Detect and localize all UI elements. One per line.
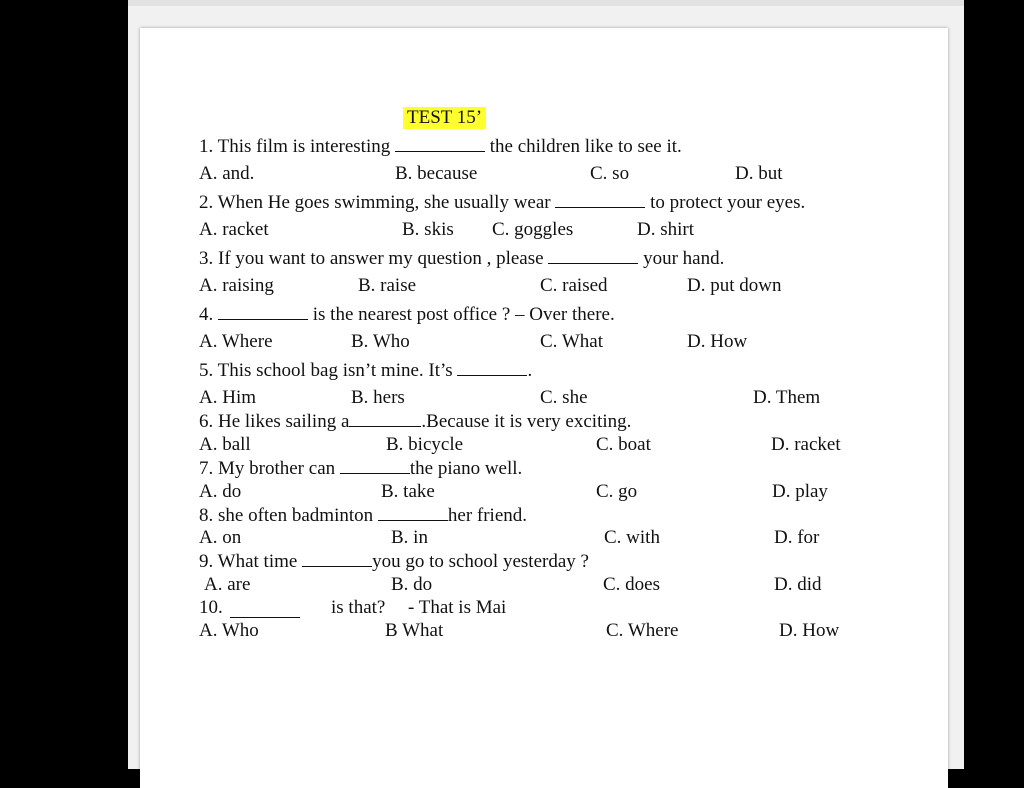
question-1 [199,135,682,158]
answer-blank [349,410,421,427]
q5-option-a: A. Him [199,387,256,408]
question-3-text-end: your hand. [643,248,725,269]
test-title: TEST 15’ [403,107,486,129]
document-page [140,28,948,788]
q8-option-d: D. for [774,527,820,548]
q3-option-b: B. raise [358,275,417,296]
question-6-text-start: 6. He likes sailing a [199,411,350,432]
q7-option-a: A. do [199,481,242,502]
q1-option-d: D. but [735,163,783,184]
question-4-text-end: is the nearest post office ? – Over there. [312,304,615,325]
viewer-toolbar [128,0,964,6]
document-viewer [128,0,964,769]
q9-option-d: D. did [774,574,822,595]
question-2 [199,191,805,214]
question-10-number: 10. [199,597,223,618]
question-8 [199,504,527,527]
question-3 [199,247,724,270]
answer-blank [555,191,645,208]
question-1-text-start: 1. This film is interesting [199,136,391,157]
q5-option-d: D. Them [753,387,821,408]
q1-option-c: C. so [590,163,630,184]
question-9-text-end: you go to school yesterday ? [372,551,589,572]
q8-option-c: C. with [604,527,660,548]
question-10-answer: - That is Mai [408,597,507,618]
question-2-text-end: to protect your eyes. [650,192,806,213]
q2-option-a: A. racket [199,219,269,240]
question-8-text-start: 8. she often badminton [199,505,374,526]
question-9-text-start: 9. What time [199,551,298,572]
q6-option-a: A. ball [199,434,251,455]
q6-option-c: C. boat [596,434,651,455]
question-5-text-end: . [527,360,533,381]
question-7 [199,457,522,480]
q2-option-c: C. goggles [492,219,574,240]
answer-blank [548,247,638,264]
q3-option-c: C. raised [540,275,608,296]
q2-option-d: D. shirt [637,219,694,240]
question-3-text-start: 3. If you want to answer my question , please [199,248,544,269]
q3-option-d: D. put down [687,275,782,296]
q10-option-a: A. Who [199,620,259,641]
q10-option-c: C. Where [606,620,679,641]
q7-option-d: D. play [772,481,828,502]
q8-option-a: A. on [199,527,242,548]
q4-option-c: C. What [540,331,603,352]
answer-blank [340,457,410,474]
q7-option-b: B. take [381,481,435,502]
q5-option-c: C. she [540,387,588,408]
q3-option-a: A. raising [199,275,274,296]
q2-option-b: B. skis [402,219,454,240]
question-5 [199,359,532,382]
q6-option-b: B. bicycle [386,434,464,455]
q4-option-d: D. How [687,331,748,352]
q10-option-d: D. How [779,620,840,641]
question-4 [199,303,615,326]
answer-blank [230,601,300,618]
q9-option-b: B. do [391,574,433,595]
q1-option-a: A. and. [199,163,255,184]
q4-option-a: A. Where [199,331,273,352]
q7-option-c: C. go [596,481,638,502]
question-1-text-end: the children like to see it. [489,136,682,157]
q1-option-b: B. because [395,163,478,184]
answer-blank [302,550,372,567]
answer-blank [457,359,527,376]
question-8-text-end: her friend. [447,505,528,526]
question-6 [199,410,631,433]
q9-option-c: C. does [603,574,660,595]
q10-option-b: B What [385,620,444,641]
answer-blank [395,135,485,152]
question-6-text-end: .Because it is very exciting. [421,411,632,432]
question-5-text-start: 5. This school bag isn’t mine. It’s [199,360,453,381]
question-7-text-start: 7. My brother can [199,458,336,479]
question-2-text-start: 2. When He goes swimming, she usually wear [199,192,551,213]
answer-blank [218,303,308,320]
question-7-text-end: the piano well. [409,458,523,479]
answer-blank [378,504,448,521]
q4-option-b: B. Who [351,331,410,352]
q6-option-d: D. racket [771,434,841,455]
q9-option-a: A. are [204,574,251,595]
question-10-text: is that? [331,597,386,618]
question-9 [199,550,589,573]
q5-option-b: B. hers [351,387,405,408]
question-4-text-start: 4. [199,304,214,325]
q8-option-b: B. in [391,527,428,548]
